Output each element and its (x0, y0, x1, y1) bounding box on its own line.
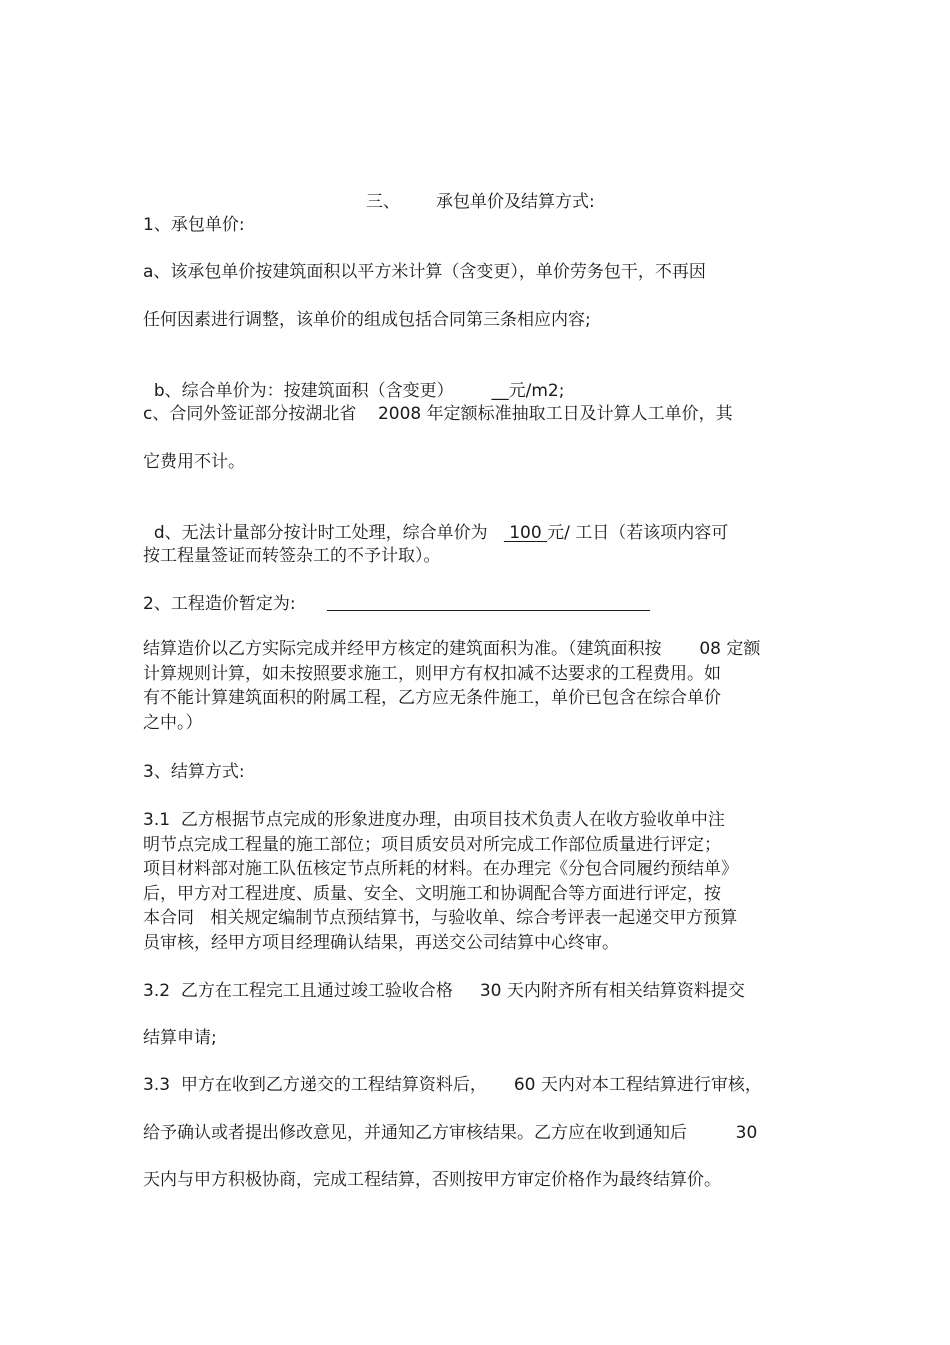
item1-d-value: 100 (503, 523, 548, 543)
section-number: 三、 (366, 192, 401, 212)
item1-a-line2: 任何因素进行调整，该单价的组成包括合同第三条相应内容; (143, 310, 591, 330)
item2-paragraph (143, 637, 760, 735)
item1-a-line1: a、该承包单价按建筑面积以平方米计算（含变更），单价劳务包干，不再因 (143, 262, 706, 282)
item1-d-suffix: 元/ 工日（若该项内容可 (547, 523, 729, 543)
item1-b-blank: __ (491, 381, 509, 401)
item3-heading: 3、结算方式: (143, 762, 245, 782)
item1-b-suffix: 元/m2; (508, 381, 565, 401)
p31-line: 本合同 相关规定编制节点预结算书，与验收单、综合考评表一起递交甲方预算 (143, 908, 738, 928)
item1-c-line1: c、合同外签证部分按湖北省 2008 年定额标准抽取工日及计算人工单价，其 (143, 404, 733, 424)
item2-line: 有不能计算建筑面积的附属工程，乙方应无条件施工，单价已包含在综合单价 (143, 688, 721, 708)
item1-d-prefix: d、无法计量部分按计时工处理，综合单价为 (153, 523, 504, 543)
p31-line: 后，甲方对工程进度、质量、安全、文明施工和协调配合等方面进行评定，按 (143, 883, 721, 904)
item1-b-line (143, 355, 564, 403)
p31-line: 项目材料部对施工队伍核定节点所耗的材料。在办理完《分包合同履约预结单》 (143, 859, 738, 879)
item1-c-line2: 它费用不计。 (143, 452, 245, 472)
section-title-text: 承包单价及结算方式: (436, 192, 595, 212)
p31-line: 员审核，经甲方项目经理确认结果，再送交公司结算中心终审。 (143, 932, 619, 953)
item3-p32-line1: 3.2 乙方在工程完工且通过竣工验收合格 30 天内附齐所有相关结算资料提交 (143, 981, 745, 1001)
item2-heading: 2、工程造价暂定为: (143, 594, 296, 614)
item2-line: 结算造价以乙方实际完成并经甲方核定的建筑面积为准。（建筑面积按 08 定额 (143, 639, 761, 659)
item1-d-line1 (143, 497, 728, 545)
item1-d-line2: 按工程量签证而转签杂工的不予计取）。 (143, 546, 441, 566)
p31-line: 明节点完成工程量的施工部位；项目质安员对所完成工作部位质量进行评定； (143, 834, 721, 855)
item2-line: 计算规则计算，如未按照要求施工，则甲方有权扣减不达要求的工程费用。如 (143, 663, 721, 684)
p31-line: 3.1 乙方根据节点完成的形象进度办理，由项目技术负责人在收方验收单中注 (143, 810, 725, 830)
item1-b-prefix: b、综合单价为：按建筑面积（含变更） (153, 381, 454, 401)
section-title (0, 166, 950, 214)
item3-p33-line1: 3.3 甲方在收到乙方递交的工程结算资料后， 60 天内对本工程结算进行审核， (143, 1075, 762, 1095)
item2-blank-underline (327, 610, 650, 611)
item3-p33-line3: 天内与甲方积极协商，完成工程结算，否则按甲方审定价格作为最终结算价。 (143, 1170, 721, 1190)
item1-heading: 1、承包单价: (143, 215, 245, 235)
item3-p32-line2: 结算申请; (143, 1028, 217, 1048)
item3-p33-line2: 给予确认或者提出修改意见，并通知乙方审核结果。乙方应在收到通知后 30 (143, 1123, 758, 1143)
item2-line: 之中。） (143, 712, 203, 733)
item3-p31-paragraph (143, 808, 738, 955)
